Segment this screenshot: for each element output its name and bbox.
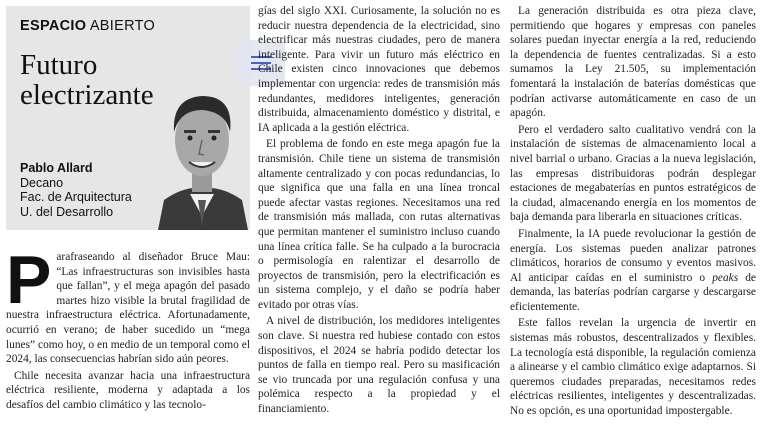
article-title: Futuro electrizante — [20, 49, 154, 111]
author-block — [20, 161, 132, 219]
author-portrait — [154, 76, 250, 230]
section-label — [20, 18, 155, 34]
author-faculty: Fac. de Arquitectura — [20, 190, 132, 204]
article-paragraph: Chile necesita avanzar hacia una infraestructura eléctrica resiliente, moderna y adaptada a los desafíos del cambio climático y las tecnolo- — [6, 369, 250, 411]
article-column-2 — [258, 4, 500, 419]
article-paragraph: Pero el verdadero salto cualitativo vendrá con la instalación de sistemas de almacenamiento local a nivel barrial o urbano. Gracias a la nueva legislación, las empresas distribuidoras podrán desplegar estaciones de megabaterías en puntos estratégicos de la ciudad, almacenando energía en los momentos de baja demanda para liberarla en situaciones críticas. — [510, 123, 756, 224]
author-name: Pablo Allard — [20, 161, 93, 175]
article-paragraph: La generación distribuida es otra pieza clave, permitiendo que hogares y empresas con paneles solares puedan inyectar energía a la red, reduciendo la dependencia de fuentes centralizadas. Si a esto sumamos la Ley 21.505, su implementación fomentará la instalación de baterías domésticas que podrían activarse automáticamente en caso de un apagón. — [510, 5, 756, 120]
section-label-rest: ABIERTO — [86, 18, 156, 34]
article-paragraph: Este fallos revelan la urgencia de invertir en sistemas más robustos, descentralizados y flexibles. La tecnología está disponible, la regulación comienza a alinearse y el cambio climático exige adaptarnos. Si queremos ciudades preparadas, necesitamos redes eléctricas resilientes, inteligentes y descentralizadas. No es opción, es una oportunidad impostergable. — [510, 317, 756, 418]
author-role: Decano — [20, 175, 64, 190]
column-header — [6, 6, 250, 230]
article-paragraph — [6, 242, 250, 367]
author-university: U. del Desarrollo — [20, 204, 114, 219]
article-paragraph: El problema de fondo en este mega apagón fue la transmisión. Chile tiene un sistema de transmisión altamente centralizado y con pocas redundancias, lo que significa que una falla en una línea troncal puede afectar vastas regiones. Necesitamos una red de transmisión más mallada, con rutas alternativas que permitan mantener el suministro incluso cuando una línea crítica falle. Se ha culpado a la burocracia o permisología en ralentizar el desarrollo de proyectos de transmisión, pero la electrificación es un sistema complejo, y el daño se podría haber evitado por otras vías. — [258, 138, 500, 311]
article-column-1 — [6, 242, 250, 415]
article-paragraph — [510, 227, 756, 315]
paragraph-text: arafraseando al diseñador Bruce Mau: “Las infraestructuras son invisibles hasta que fallan”, y el mega apagón del pasado martes hizo visible la brutal fragilidad de nuestra infraestructura eléctrica. Afortunadamente, ocurrió en verano; de haber sucedido un “mega lunes” como hoy, o en medio de un temporal como el 2024, las consecuencias habrían sido aún peores. — [6, 251, 250, 366]
paragraph-text: de demanda, las baterías podrían cargarse y descargarse eficientemente. — [510, 271, 756, 313]
paragraph-text: Finalmente, la IA puede revolucionar la gestión de energía. Los sistemas pueden analizar patrones climáticos, horarios de consumo y eventos masivos. Al anticipar caídas en el suministro o — [510, 227, 756, 284]
article-column-3 — [510, 4, 756, 421]
article-paragraph: gías del siglo XXI. Curiosamente, la solución no es reducir nuestra dependencia de la electricidad, sino electrificar más nuestras ciudades, pero de manera inteligente. Para vivir un futuro más eléctrico en Chile existen cinco innovaciones que debemos implementar con urgencia: redes de transmisión más redundantes, medidores inteligentes, generación distribuida, almacenamiento doméstico y distrital, e IA aplicada a la gestión eléctrica. — [258, 5, 500, 134]
drop-cap: P — [6, 242, 52, 318]
paragraph-emphasis: peaks — [712, 271, 739, 284]
article-paragraph: A nivel de distribución, los medidores inteligentes son clave. Si nuestra red hubiese contado con estos dispositivos, el 2024 se habría podido detectar los puntos de falla en tiempo real. Pero su masificación se vio truncada por una regulación confusa y una polémica respecto a la propiedad y el financiamiento. — [258, 315, 500, 416]
section-label-bold: ESPACIO — [20, 18, 87, 34]
